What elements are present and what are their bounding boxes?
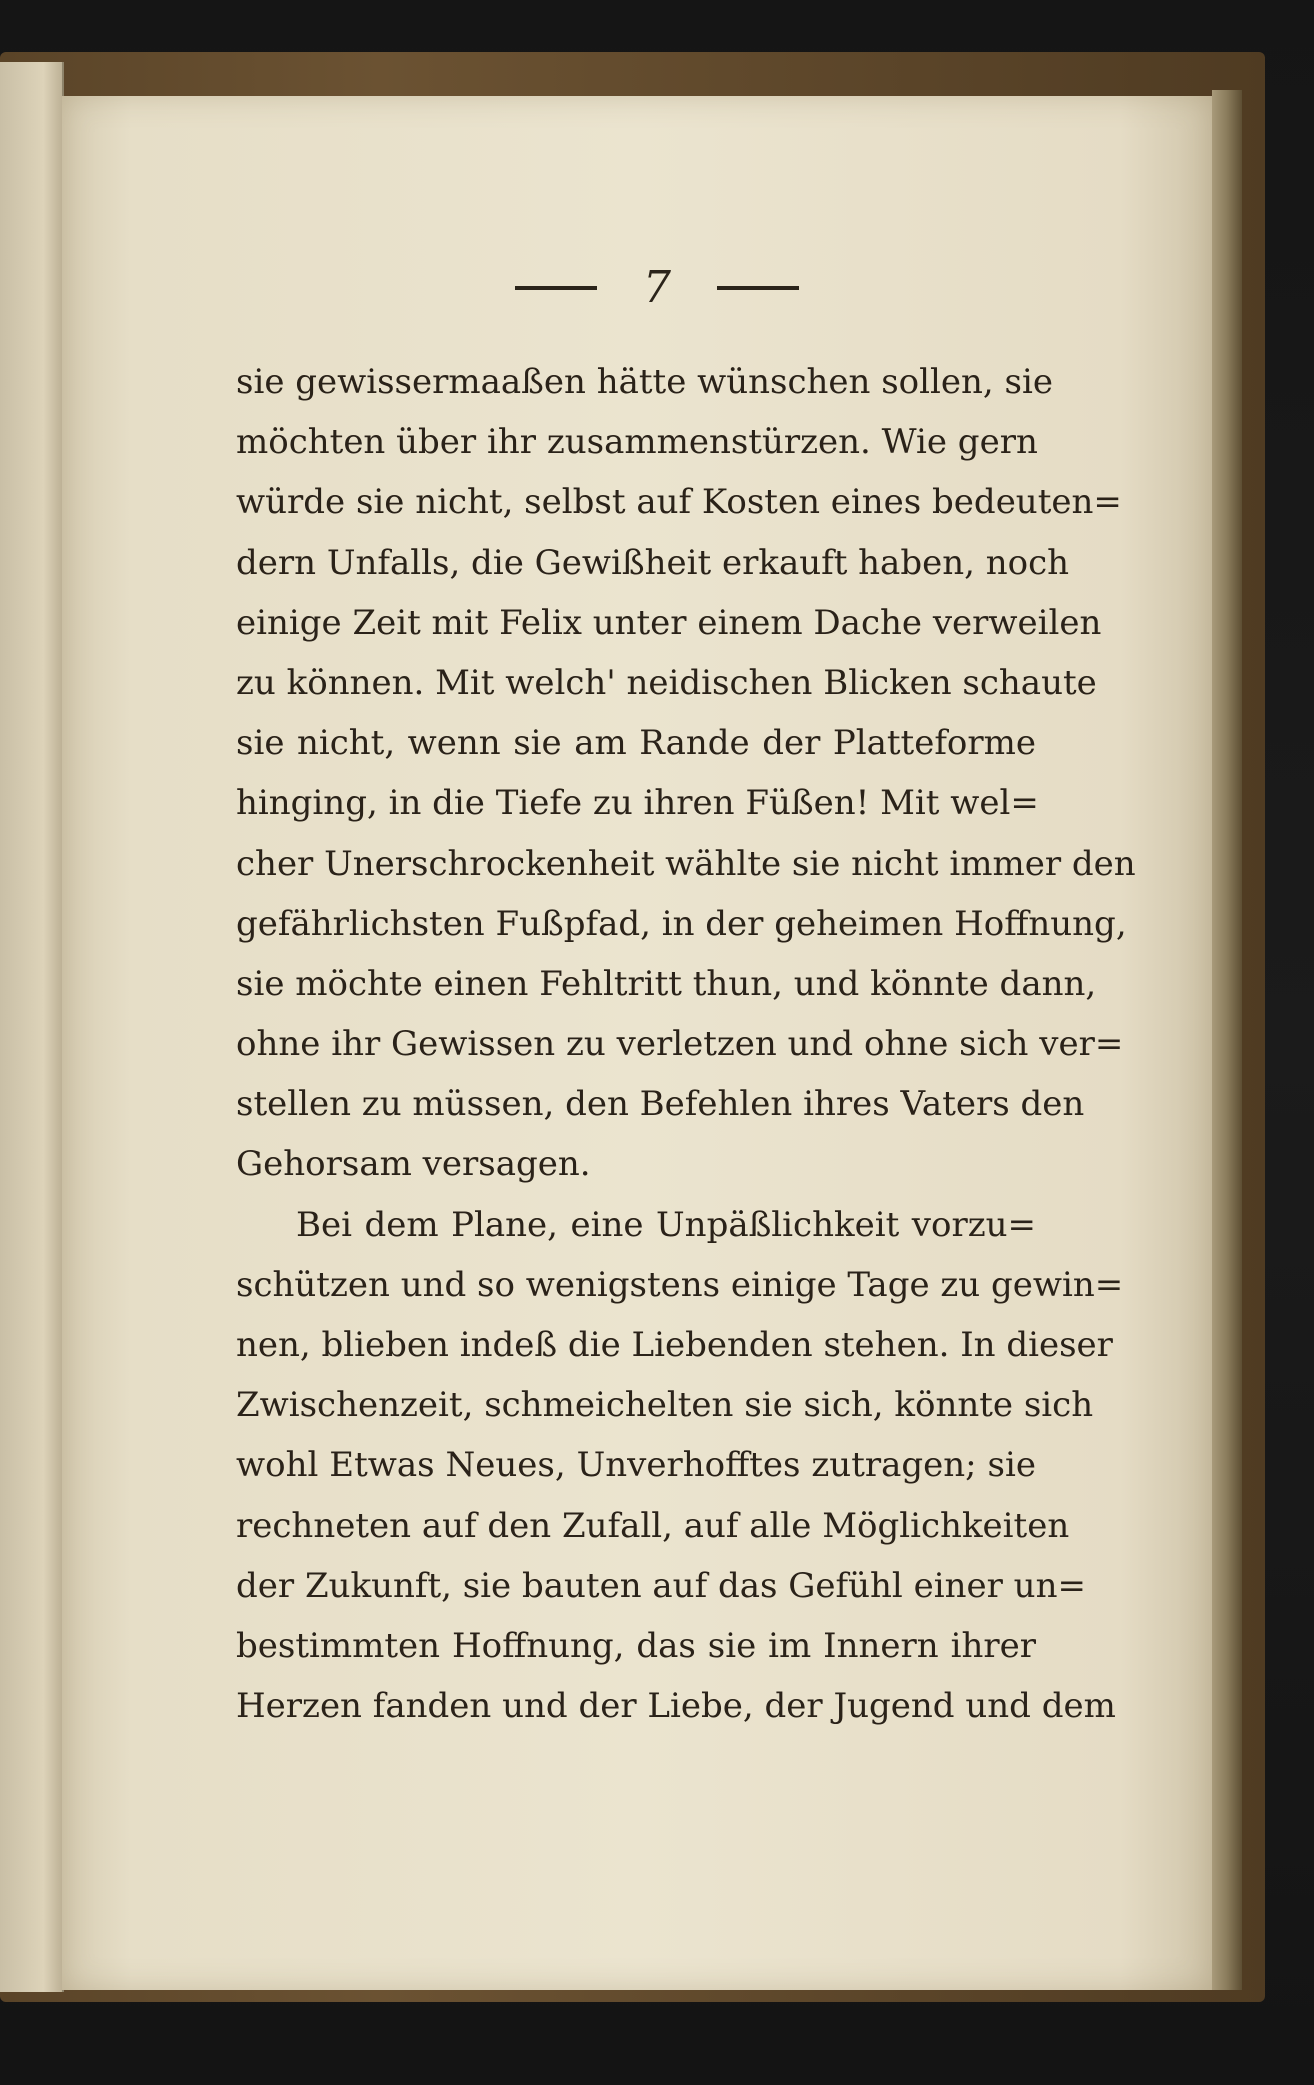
text-line: ohne ihr Gewissen zu verletzen und ohne sich ver= <box>236 1024 1124 1065</box>
page-header <box>0 262 1314 312</box>
text-line: cher Unerschrockenheit wählte sie nicht immer den <box>236 843 1136 884</box>
text-line: Zwischenzeit, schmeichelten sie sich, könnte sich <box>236 1385 1094 1426</box>
page-stack-edge <box>1212 90 1242 1990</box>
text-line: stellen zu müssen, den Befehlen ihres Vaters den <box>236 1084 1085 1125</box>
text-line: sie gewissermaaßen hätte wünschen sollen, sie <box>236 362 1053 402</box>
text-line: dern Unfalls, die Gewißheit erkauft haben, noch <box>236 542 1070 583</box>
body-text <box>236 352 1136 1736</box>
previous-page-edge <box>0 62 64 1992</box>
text-line-paragraph-end: Gehorsam versagen. <box>236 1144 591 1185</box>
header-rule-left <box>515 286 597 290</box>
text-line: gefährlichsten Fußpfad, in der geheimen Hoffnung, <box>236 903 1127 944</box>
text-line: wohl Etwas Neues, Unverhofftes zutragen; sie <box>236 1445 1036 1486</box>
text-line: schützen und so wenigstens einige Tage zu gewin= <box>236 1264 1124 1305</box>
page-number: 7 <box>643 262 671 313</box>
text-line: würde sie nicht, selbst auf Kosten eines bedeuten= <box>236 482 1122 523</box>
text-line: hinging, in die Tiefe zu ihren Füßen! Mit wel= <box>236 783 1039 824</box>
text-line: sie möchte einen Fehltritt thun, und könnte dann, <box>236 963 1097 1004</box>
text-line-paragraph-start: Bei dem Plane, eine Unpäßlichkeit vorzu= <box>296 1204 1036 1245</box>
text-line: einige Zeit mit Felix unter einem Dache verweilen <box>236 602 1102 643</box>
text-line: zu können. Mit welch' neidischen Blicken schaute <box>236 662 1097 703</box>
text-line: der Zukunft, sie bauten auf das Gefühl einer un= <box>236 1565 1086 1606</box>
text-line: möchten über ihr zusammenstürzen. Wie gern <box>236 422 1038 463</box>
header-rule-right <box>717 286 799 290</box>
text-line: nen, blieben indeß die Liebenden stehen. In dieser <box>236 1325 1113 1365</box>
text-line: Herzen fanden und der Liebe, der Jugend und dem <box>236 1686 1116 1727</box>
text-line: rechneten auf den Zufall, auf alle Möglichkeiten <box>236 1505 1070 1546</box>
text-line: bestimmten Hoffnung, das sie im Innern ihrer <box>236 1625 1036 1666</box>
text-line: sie nicht, wenn sie am Rande der Platteforme <box>236 723 1036 764</box>
